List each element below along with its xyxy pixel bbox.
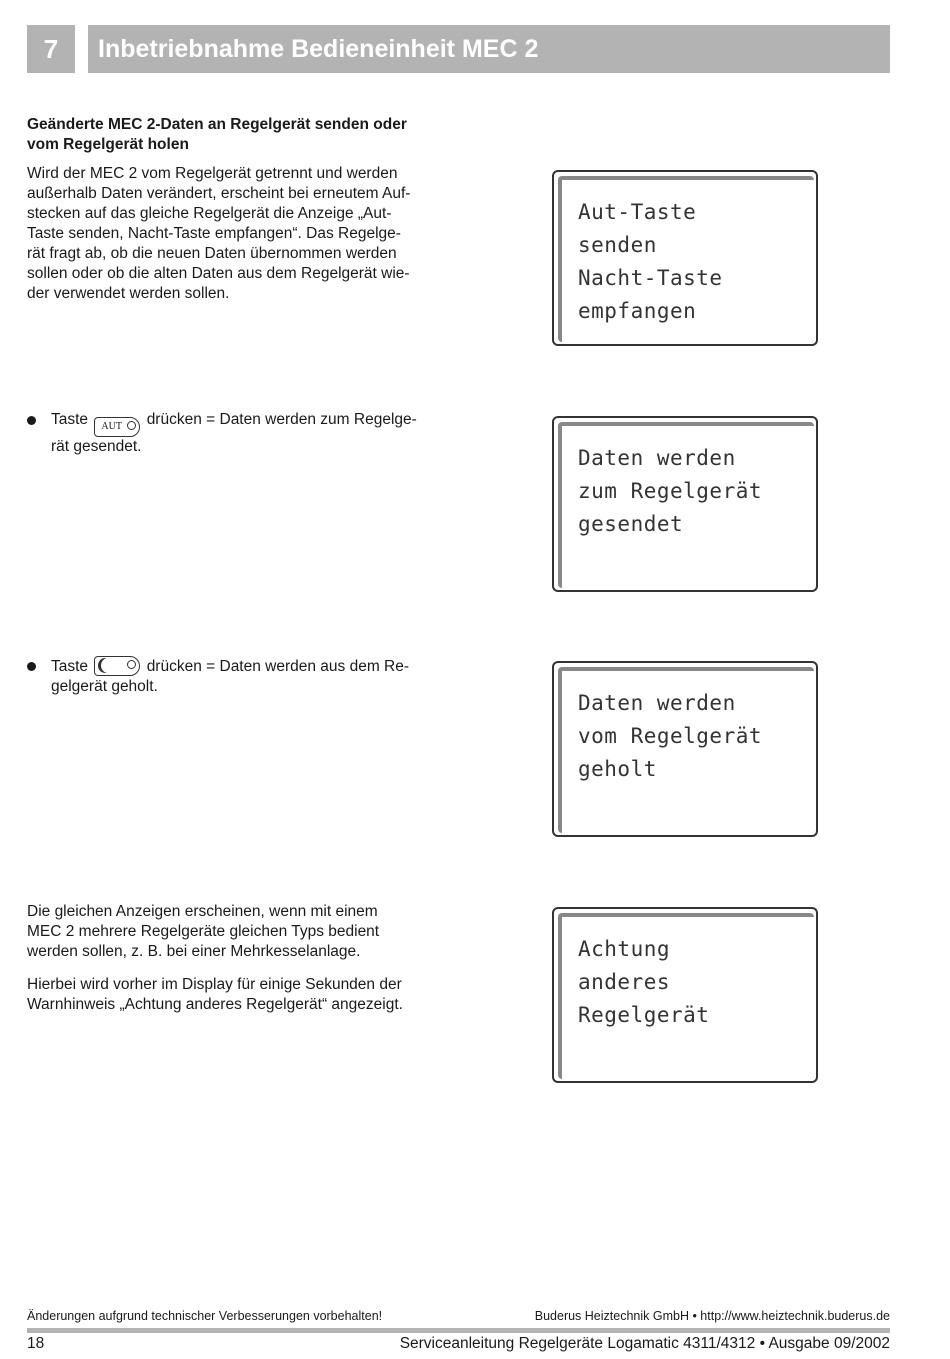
bullet-text-line: drücken = Daten werden aus dem Re-: [146, 658, 410, 675]
lcd-line: Aut-Taste: [578, 200, 697, 224]
lcd-display-warning: [552, 907, 818, 1083]
intro-line: der verwendet werden sollen.: [27, 285, 230, 302]
lcd-line: senden: [578, 233, 657, 257]
chapter-title: Inbetriebnahme Bedieneinheit MEC 2: [88, 25, 890, 73]
closing-line: Die gleichen Anzeigen erscheinen, wenn mit einem: [27, 903, 378, 920]
footer-notice: Änderungen aufgrund technischer Verbesserungen vorbehalten!: [27, 1309, 383, 1323]
intro-line: Taste senden, Nacht-Taste empfangen“. Das Regelge-: [27, 225, 401, 242]
footer-rule: [27, 1328, 890, 1333]
aut-key-icon: [94, 417, 140, 437]
lcd-line: zum Regelgerät: [578, 479, 763, 503]
intro-line: Wird der MEC 2 vom Regelgerät getrennt und werden: [27, 165, 398, 182]
intro-line: rät fragt ab, ob die neuen Daten übernommen werden: [27, 245, 397, 262]
section-heading: [27, 115, 442, 155]
closing-line: Warnhinweis „Achtung anderes Regelgerät“ angezeigt.: [27, 996, 403, 1013]
lcd-line: Achtung: [578, 937, 671, 961]
lcd-line: empfangen: [578, 299, 697, 323]
chapter-number: 7: [27, 25, 75, 73]
intro-line: stecken auf das gleiche Regelgerät die Anzeige „Aut-: [27, 205, 392, 222]
section-heading-line: Geänderte MEC 2-Daten an Regelgerät senden oder: [27, 116, 407, 133]
closing-line: werden sollen, z. B. bei einer Mehrkesselanlage.: [27, 943, 361, 960]
page-number: 18: [27, 1335, 45, 1352]
bullet-text-line: rät gesendet.: [51, 438, 142, 455]
footer-document-title: Serviceanleitung Regelgeräte Logamatic 4311/4312 • Ausgabe 09/2002: [399, 1335, 890, 1352]
bullet-text-line: drücken = Daten werden zum Regelge-: [146, 411, 417, 428]
bullet-send: [27, 410, 442, 457]
bullet-dot: [27, 416, 36, 425]
lcd-display-fetched: [552, 661, 818, 837]
lcd-display-sent: [552, 416, 818, 592]
closing-line: Hierbei wird vorher im Display für einige Sekunden der: [27, 976, 402, 993]
intro-paragraph: [27, 164, 442, 304]
bullet-text-line: gelgerät geholt.: [51, 678, 158, 695]
section-heading-line: vom Regelgerät holen: [27, 136, 189, 153]
lcd-line: anderes: [578, 970, 671, 994]
bullet-prefix: Taste: [51, 411, 89, 428]
bullet-receive: [27, 656, 442, 697]
lcd-line: gesendet: [578, 512, 684, 536]
closing-line: MEC 2 mehrere Regelgeräte gleichen Typs bedient: [27, 923, 380, 940]
aut-key-label: AUT: [101, 421, 122, 432]
lcd-line: Daten werden: [578, 446, 736, 470]
closing-paragraph-2: [27, 975, 442, 1015]
lcd-line: Daten werden: [578, 691, 736, 715]
lcd-line: Regelgerät: [578, 1003, 710, 1027]
lcd-line: Nacht-Taste: [578, 266, 723, 290]
closing-paragraph-1: [27, 902, 442, 962]
moon-key-icon: [94, 656, 140, 676]
footer-company: Buderus Heiztechnik GmbH • http://www.heiztechnik.buderus.de: [534, 1309, 890, 1323]
bullet-prefix: Taste: [51, 658, 89, 675]
bullet-dot: [27, 662, 36, 671]
intro-line: außerhalb Daten verändert, erscheint bei erneutem Auf-: [27, 185, 411, 202]
intro-line: sollen oder ob die alten Daten aus dem Regelgerät wie-: [27, 265, 410, 282]
lcd-display-send-receive: [552, 170, 818, 346]
lcd-line: vom Regelgerät: [578, 724, 763, 748]
lcd-line: geholt: [578, 757, 657, 781]
